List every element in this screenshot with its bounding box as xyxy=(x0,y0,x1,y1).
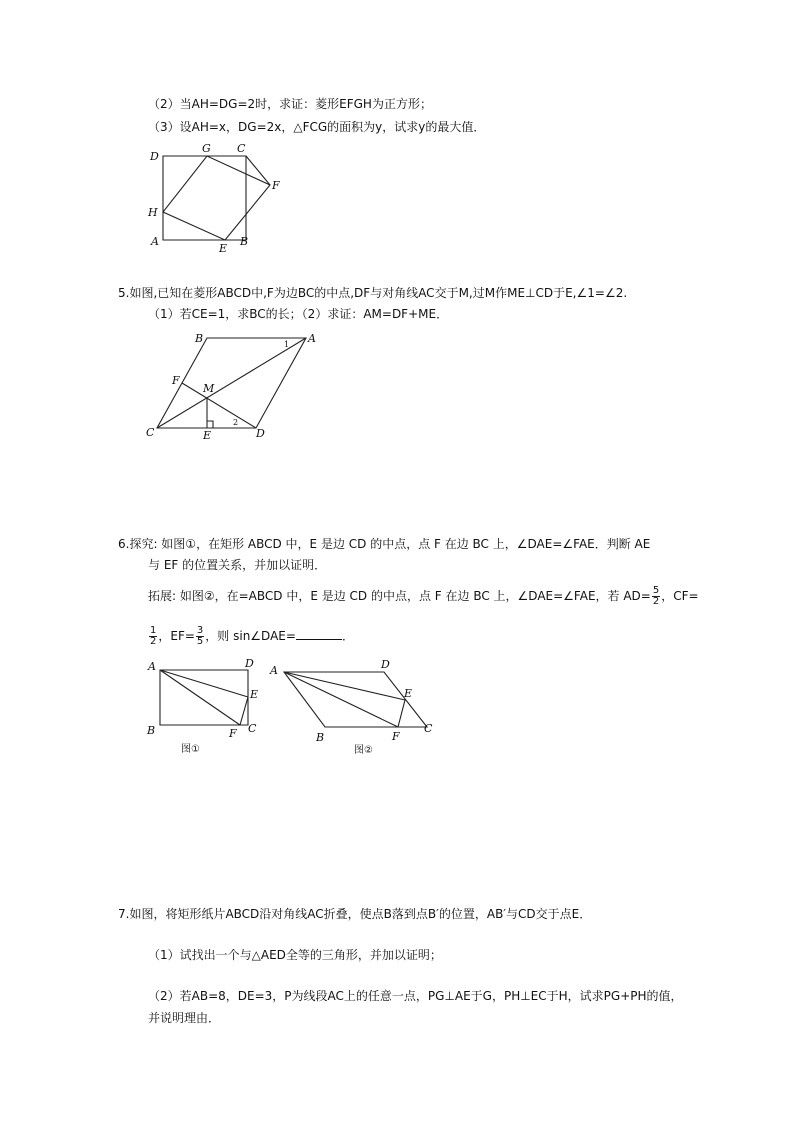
p5-label-angle-1: 1 xyxy=(284,340,290,349)
p6-fig1-label-E: E xyxy=(250,688,259,701)
p7-question-1: （1）试找出一个与△AED全等的三角形，并加以证明； xyxy=(148,948,442,962)
p6-fig1-label-B: B xyxy=(147,724,156,737)
p6-fig1-label-A: A xyxy=(148,660,156,673)
p6-fig2-caption: 图② xyxy=(354,745,373,756)
p6-fig2-segment-EF xyxy=(398,700,405,727)
p6-figure-2-parallelogram xyxy=(265,655,440,745)
p6-fraction-ef-denominator: 5 xyxy=(196,636,204,647)
p6-fig2-label-A: A xyxy=(270,664,278,677)
p6-extension-text-d: ，则 sin∠DAE= xyxy=(205,629,296,643)
p6-fraction-cf-numerator: 1 xyxy=(150,625,157,636)
p7-question-2-line-1: （2）若AB=8，DE=3，P为线段AC上的任意一点，PG⊥AE于G，PH⊥EC于H，试求PG+PH的值， xyxy=(148,989,683,1003)
p6-extension-line-2 xyxy=(148,626,354,647)
p7-stem: 7.如图，将矩形纸片ABCD沿对角线AC折叠，使点B落到点B′的位置，AB′与CD交于点E． xyxy=(118,907,592,921)
p5-label-B: B xyxy=(195,332,204,345)
p6-fraction-ad xyxy=(652,586,660,607)
p4-label-F: F xyxy=(272,179,280,192)
p6-fig2-label-D: D xyxy=(381,658,390,671)
p6-fig1-rectangle-ABCD xyxy=(160,670,248,725)
p4-question-3: （3）设AH=x，DG=2x，△FCG的面积为y，试求y的最大值． xyxy=(148,120,486,134)
p6-extension-line-1 xyxy=(148,586,699,607)
p5-subquestions: （1）若CE=1，求BC的长；（2）求证：AM=DF+ME． xyxy=(148,307,449,321)
p6-stem-line-1: 6.探究: 如图①，在矩形 ABCD 中，E 是边 CD 的中点，点 F 在边 BC 上，∠DAE=∠FAE．判断 AE xyxy=(118,537,651,551)
p6-extension-text-c: ，EF= xyxy=(158,629,195,643)
p4-label-D: D xyxy=(150,150,159,163)
p5-right-angle-mark xyxy=(207,421,213,428)
p6-extension-text-b: ，CF= xyxy=(661,589,699,603)
p5-label-C: C xyxy=(146,426,155,439)
p6-fig2-label-B: B xyxy=(316,731,325,744)
p6-fig1-label-F: F xyxy=(229,727,237,740)
p6-fig1-segment-AF xyxy=(160,670,240,725)
p6-fig2-segment-AF xyxy=(284,672,398,727)
p6-fig1-segment-AE xyxy=(160,670,248,697)
p4-label-E: E xyxy=(219,242,228,255)
p6-fig2-label-C: C xyxy=(424,722,433,735)
p4-question-2: （2）当AH=DG=2时，求证：菱形EFGH为正方形； xyxy=(148,97,432,111)
p6-fig1-caption: 图① xyxy=(181,744,200,755)
p6-fraction-cf-denominator: 2 xyxy=(150,636,157,647)
p6-fig1-label-C: C xyxy=(248,722,257,735)
p6-stem-line-2: 与 EF 的位置关系，并加以证明． xyxy=(148,558,327,572)
p6-fraction-ef-numerator: 3 xyxy=(196,625,204,636)
p4-figure-square xyxy=(140,138,290,258)
p6-fig1-label-D: D xyxy=(245,657,254,670)
p4-label-A: A xyxy=(151,235,159,248)
p6-fraction-ad-denominator: 2 xyxy=(652,596,660,607)
p6-answer-blank xyxy=(296,628,342,640)
p7-question-2-line-2: 并说明理由． xyxy=(148,1011,221,1025)
p4-label-H: H xyxy=(148,206,158,219)
p4-label-B: B xyxy=(240,235,249,248)
p6-fraction-ef xyxy=(196,626,204,647)
p4-label-G: G xyxy=(202,142,211,155)
p6-fig2-label-F: F xyxy=(392,730,400,743)
p5-figure-rhombus xyxy=(140,328,330,443)
p6-fig2-label-E: E xyxy=(404,687,413,700)
p5-label-E: E xyxy=(203,429,212,442)
p4-rhombus-EFGH xyxy=(163,156,270,240)
p5-label-A: A xyxy=(308,332,316,345)
p5-label-M: M xyxy=(203,382,215,395)
p5-label-angle-2: 2 xyxy=(233,418,239,427)
p5-stem: 5.如图,已知在菱形ABCD中,F为边BC的中点,DF与对角线AC交于M,过M作ME⊥CD于E,∠1=∠2. xyxy=(118,286,628,300)
p6-figure-1-rectangle xyxy=(140,655,265,745)
p4-segment-CF xyxy=(246,156,270,185)
p6-extension-text-a: 拓展: 如图②，在=ABCD 中，E 是边 CD 的中点，点 F 在边 BC 上，∠DAE=∠FAE，若 AD= xyxy=(148,589,651,603)
p5-label-D: D xyxy=(256,427,265,440)
p6-extension-text-end: ． xyxy=(341,629,354,643)
p6-fraction-ad-numerator: 5 xyxy=(652,585,660,596)
p4-label-C: C xyxy=(237,142,246,155)
p5-segment-DF xyxy=(182,383,256,428)
p6-fig1-segment-EF xyxy=(240,697,248,725)
p6-fraction-cf xyxy=(149,626,157,647)
p5-label-F: F xyxy=(172,374,180,387)
